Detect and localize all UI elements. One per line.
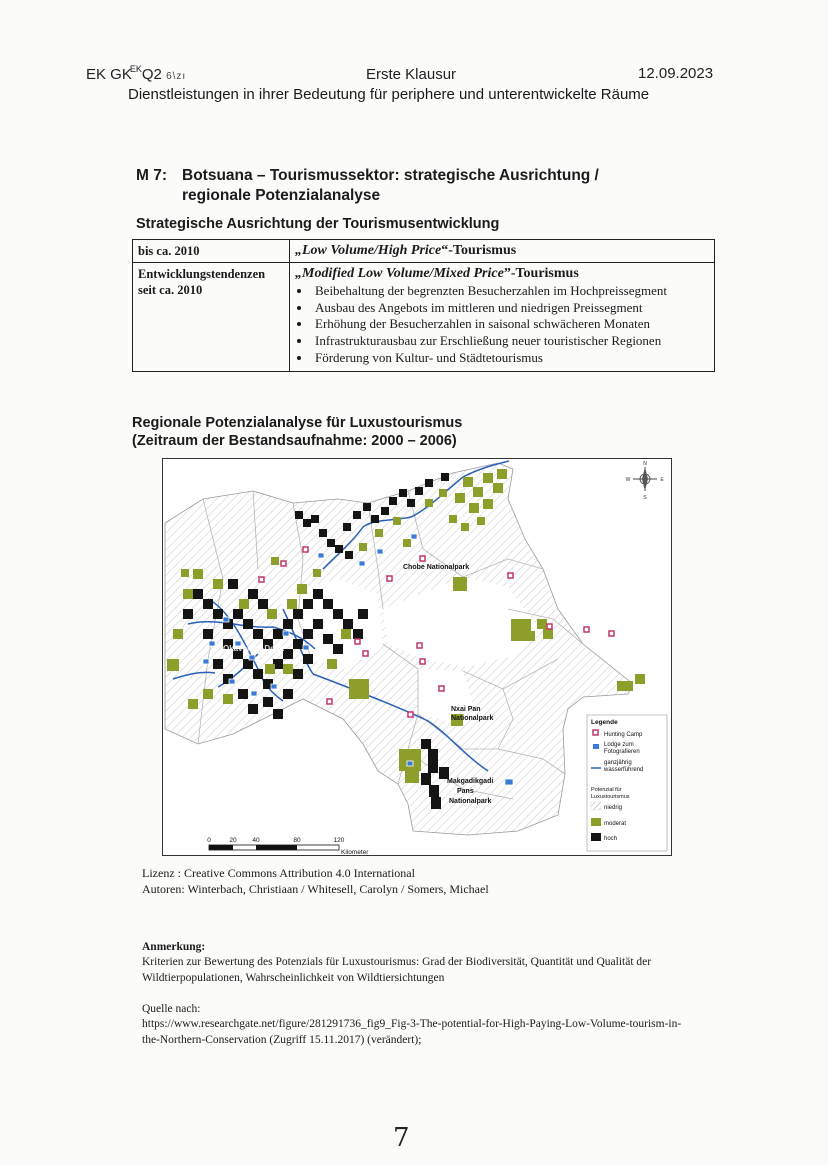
svg-text:Potenzial für: Potenzial für xyxy=(591,787,622,793)
period-cell: bis ca. 2010 xyxy=(133,240,290,263)
table-row xyxy=(133,240,715,263)
label-makgadikgadi-2: Pans xyxy=(457,788,474,795)
label-makgadikgadi-3: Nationalpark xyxy=(449,798,492,805)
svg-text:80: 80 xyxy=(293,837,301,844)
legend-moderate-swatch xyxy=(591,818,601,826)
label-chobe: Chobe Nationalpark xyxy=(403,564,470,571)
svg-text:ganzjährig: ganzjährig xyxy=(604,760,632,766)
material-title-line2: regionale Potenzialanalyse xyxy=(182,187,381,204)
svg-text:Legende: Legende xyxy=(591,719,618,726)
material-heading xyxy=(136,166,599,206)
source-text: https://www.researchgate.net/figure/281291736_fig9_Fig-3-The-potential-for-High-Paying-Low-Volume-tourism-in-the-Northern-Conservation (Zugriff 15.11.2017) (verändert); xyxy=(142,1018,682,1046)
svg-text:hoch: hoch xyxy=(604,836,618,842)
label-makgadikgadi-1: Makgadikgadi xyxy=(447,778,494,785)
svg-text:40: 40 xyxy=(252,837,260,844)
map-legend xyxy=(587,715,667,851)
handwritten-scribble: 6\zı xyxy=(166,71,187,82)
note-title: Anmerkung: xyxy=(142,941,206,953)
legend-hunting-icon xyxy=(593,730,598,735)
botswana-potential-map xyxy=(162,458,672,856)
exam-subtitle: Dienstleistungen in ihrer Bedeutung für periphere und unterentwickelte Räume xyxy=(128,86,650,103)
note-text: Kriterien zur Bewertung des Potenzials für Luxustourismus: Grad der Biodiversität, Quantität und Qualität der Wildtierpopulationen, Wahrscheinlichkeit von Wildtiersichtungen xyxy=(142,956,652,984)
regional-heading: Regionale Potenzialanalyse für Luxustourismus (Zeitraum der Bestandsaufnahme: 2000 – 2006) xyxy=(132,415,463,449)
map-authors: Autoren: Winterbach, Christiaan / Whitesell, Carolyn / Somers, Michael xyxy=(142,882,489,896)
svg-text:N: N xyxy=(643,461,647,467)
strategy-title: „Modified Low Volume/Mixed Price”-Tourismus xyxy=(295,265,579,281)
list-item: • Infrastrukturausbau zur Erschließung neuer touristischer Regionen xyxy=(312,333,709,350)
svg-text:S: S xyxy=(643,495,647,501)
table-row xyxy=(133,262,715,371)
list-item: • Ausbau des Angebots im mittleren und niedrigen Preissegment xyxy=(312,300,709,317)
svg-text:niedrig: niedrig xyxy=(604,805,623,811)
legend-high-swatch xyxy=(591,833,601,841)
compass-icon xyxy=(626,461,665,501)
strategy-cell xyxy=(290,240,715,263)
svg-text:Lodge zum: Lodge zum xyxy=(604,742,634,748)
list-item: • Beibehaltung der begrenzten Besucherzahlen im Hochpreissegment xyxy=(312,283,709,300)
strategy-title: „Low Volume/High Price“-Tourismus xyxy=(295,243,517,258)
source-title: Quelle nach: xyxy=(142,1003,201,1015)
svg-text:Kilometer: Kilometer xyxy=(341,849,369,855)
strategy-heading: Strategische Ausrichtung der Tourismusentwicklung xyxy=(136,216,500,232)
svg-text:W: W xyxy=(625,477,631,483)
period-cell: Entwicklungstendenzen seit ca. 2010 xyxy=(133,262,290,371)
strategy-cell xyxy=(290,262,715,371)
course-code: EK $GK^{EK}Q2$ 6\zı xyxy=(86,64,187,83)
material-title-line1: Botsuana – Tourismussektor: strategische Ausrichtung / xyxy=(182,167,599,184)
label-okavango: Okavango-Delta xyxy=(223,644,284,653)
svg-text:Hunting Camp: Hunting Camp xyxy=(604,732,643,738)
svg-text:0: 0 xyxy=(207,837,211,844)
svg-text:wasserführend: wasserführend xyxy=(604,767,644,773)
page-number: 7 xyxy=(393,1123,410,1153)
exam-title: Erste Klausur xyxy=(366,66,457,83)
strategy-bullet-list xyxy=(295,283,709,367)
legend-low-swatch xyxy=(591,802,601,810)
course-code-superscript: EK xyxy=(129,64,142,74)
svg-text:Luxustourismus: Luxustourismus xyxy=(591,794,630,800)
label-nxai-1: Nxai Pan xyxy=(451,706,481,713)
svg-text:20: 20 xyxy=(229,837,237,844)
label-nxai-2: Nationalpark xyxy=(451,715,494,722)
svg-text:moderat: moderat xyxy=(604,821,627,827)
legend-lodge-icon xyxy=(593,744,599,749)
exam-date: 12.09.2023 xyxy=(638,65,714,82)
list-item: • Erhöhung der Besucherzahlen in saisonal schwächeren Monaten xyxy=(312,316,709,333)
strategy-table xyxy=(132,239,715,372)
material-number: M 7: xyxy=(136,167,167,184)
map-svg xyxy=(163,459,671,855)
svg-text:120: 120 xyxy=(333,837,345,844)
scale-bar xyxy=(207,837,369,855)
svg-text:E: E xyxy=(660,477,664,483)
svg-text:Fotografieren: Fotografieren xyxy=(604,749,640,755)
map-license: Lizenz : Creative Commons Attribution 4.0 International xyxy=(142,866,415,880)
list-item: • Förderung von Kultur- und Städtetourismus xyxy=(312,350,709,367)
